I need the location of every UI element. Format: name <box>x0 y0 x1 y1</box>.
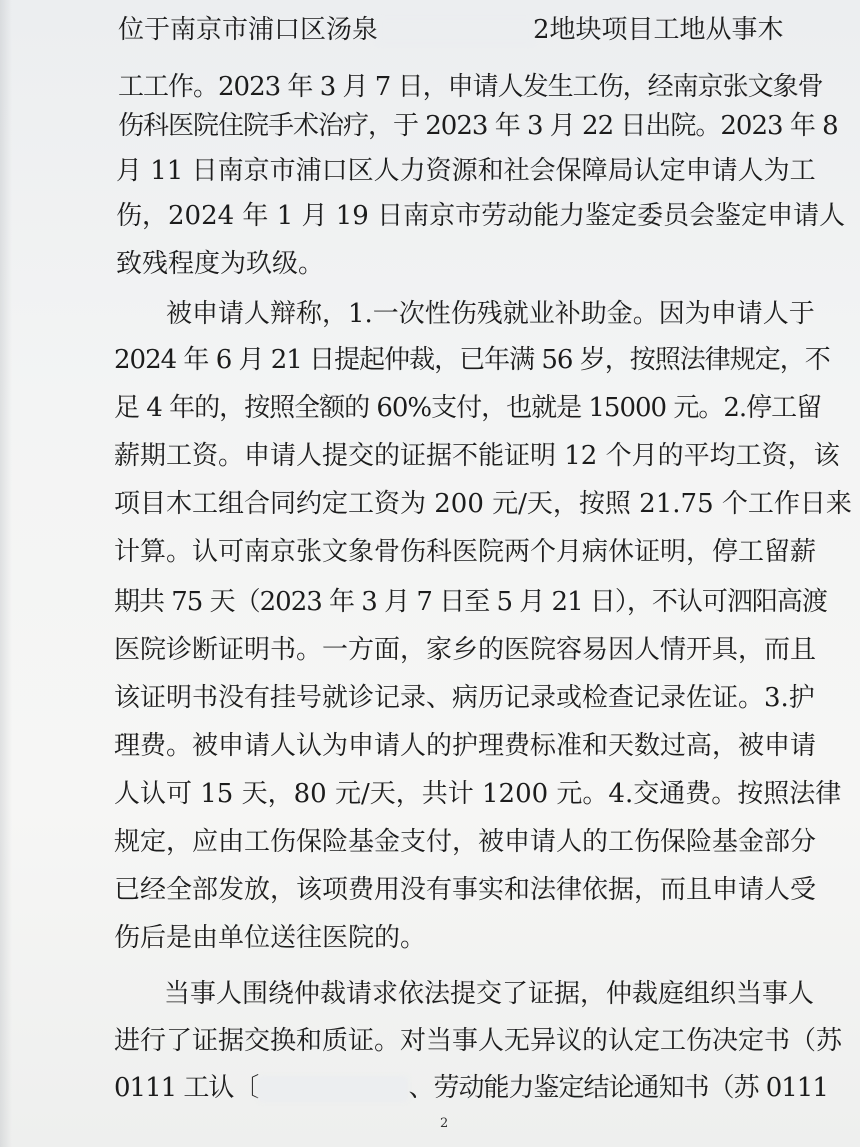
text-line-2: 工工作。2023 年 3 月 7 日，申请人发生工伤，经南京张文象骨 <box>118 72 823 102</box>
text-line-8: 2024 年 6 月 21 日提起仲裁，已年满 56 岁，按照法律规定，不 <box>114 345 830 375</box>
text-line-5: 伤，2024 年 1 月 19 日南京市劳动能力鉴定委员会鉴定申请人 <box>116 201 846 231</box>
text-line-21: 当事人围绕仲裁请求依法提交了证据，仲裁庭组织当事人 <box>164 979 815 1009</box>
text-line-6: 致残程度为玖级。 <box>116 249 325 279</box>
line-23-part-b: 、劳动能力鉴定结论通知书（苏 0111 <box>408 1073 828 1103</box>
text-line-14: 医院诊断证明书。一方面，家乡的医院容易因人情开具，而且 <box>114 635 817 665</box>
text-line-1 <box>118 14 784 46</box>
text-line-4: 月 11 日南京市浦口区人力资源和社会保障局认定申请人为工 <box>116 156 816 186</box>
text-line-11: 项目木工组合同约定工资为 200 元/天，按照 21.75 个工作日来 <box>114 489 852 519</box>
text-line-20: 伤后是由单位送往医院的。 <box>114 923 427 953</box>
text-line-22: 进行了证据交换和质证。对当事人无异议的认定工伤决定书（苏 <box>114 1026 843 1056</box>
text-line-18: 规定，应由工伤保险基金支付，被申请人的工伤保险基金部分 <box>114 827 817 857</box>
text-line-19: 已经全部发放，该项费用没有事实和法律依据，而且申请人受 <box>114 875 817 905</box>
redacted-area <box>378 18 533 44</box>
page-shadow <box>0 0 12 1147</box>
text-line-16: 理费。被申请人认为申请人的护理费标准和天数过高，被申请 <box>114 731 817 761</box>
text-line-10: 薪期工资。申请人提交的证据不能证明 12 个月的平均工资，该 <box>114 441 840 471</box>
text-line-17: 人认可 15 天，80 元/天，共计 1200 元。4.交通费。按照法律 <box>114 779 842 809</box>
line-1-part-b: 2地块项目工地从事木 <box>533 15 784 45</box>
page-number: 2 <box>440 1116 449 1131</box>
text-line-13: 期共 75 天（2023 年 3 月 7 日至 5 月 21 日），不认可泗阳高渡 <box>114 587 827 617</box>
text-line-15: 该证明书没有挂号就诊记录、病历记录或检查记录佐证。3.护 <box>114 683 815 713</box>
text-line-3: 伤科医院住院手术治疗，于 2023 年 3 月 22 日出院。2023 年 8 <box>118 111 838 141</box>
line-23-part-a: 0111 工认〔 <box>114 1073 259 1103</box>
line-1-part-a: 位于南京市浦口区汤泉 <box>118 15 379 45</box>
text-line-23 <box>114 1072 828 1104</box>
text-line-9: 足 4 年的，按照全额的 60%支付，也就是 15000 元。2.停工留 <box>114 393 822 423</box>
text-line-12: 计算。认可南京张文象骨伤科医院两个月病休证明，停工留薪 <box>114 537 817 567</box>
redacted-area-2 <box>258 1076 408 1102</box>
text-line-7: 被申请人辩称，1.一次性伤残就业补助金。因为申请人于 <box>166 299 815 329</box>
